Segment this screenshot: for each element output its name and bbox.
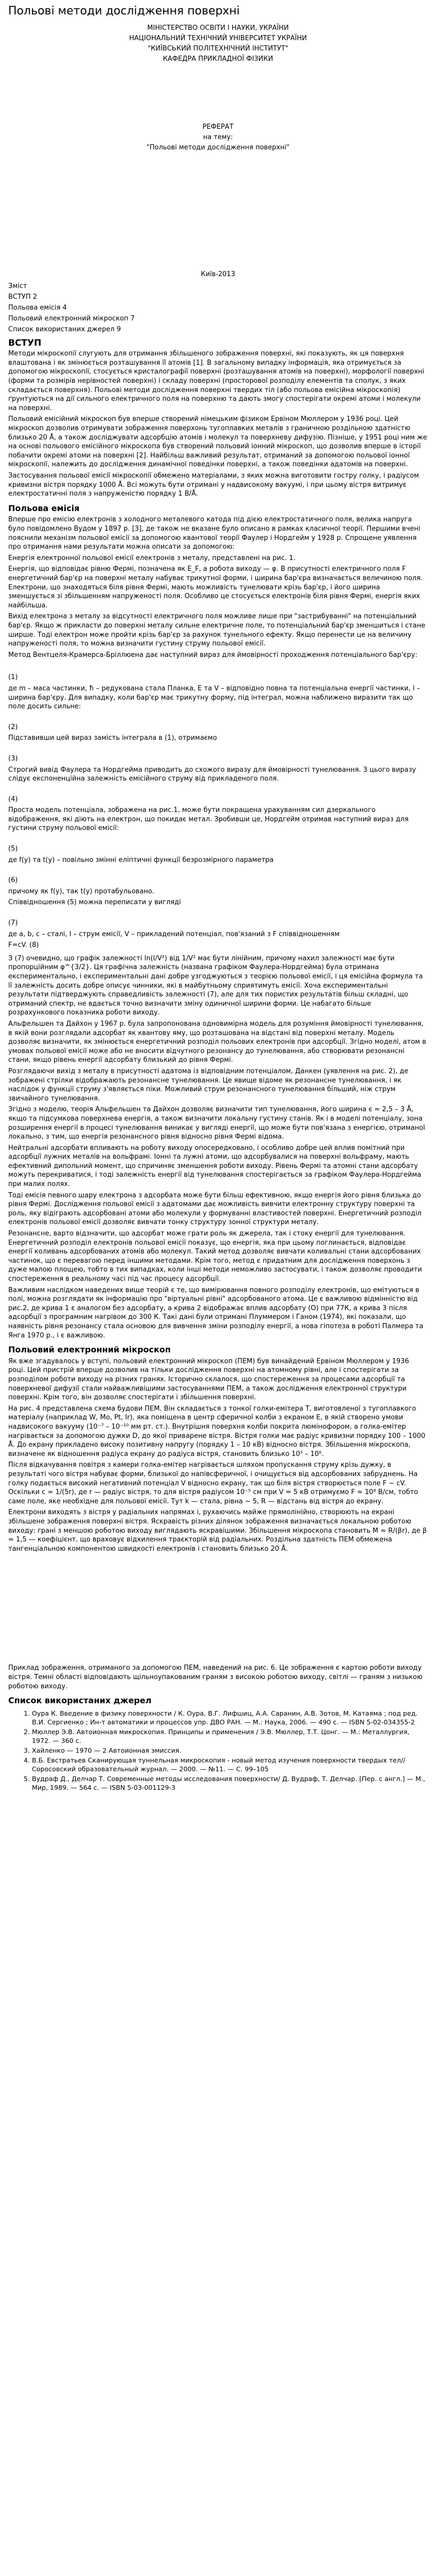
reference-item: 1. Оура К. Введение в физику поверхности / К. Оура, В.Г. Лифшиц, А.А. Саранин, А.В. Зотов, М. Катаяма ; под ред. В.И. Сергиенко ; Ин-т автоматики и процессов упр. ДВО РАН. — М.: Наука, 2006. — 490 с. — ISBN 5-02-034355-2 (32, 1709, 428, 1726)
topic-line: "Польові методи дослідження поверхні" (146, 144, 290, 152)
paragraph: Вперше про емісію електронів з холодного металевого катода під дією електростатичного поля, велика напруга було повідомлено Вудом у 1897 р. [3], де також не вказане було описано в рамках класичної теорії. Першими вчені пояснили механізм польової емісії за допомогою квантової теорії Фаулер і Нордгейм у 1928 р. Спрощене уявлення про отримання нами результати можна описати за допомогою: (8, 516, 421, 551)
paragraph: Вихід електрона з металу за відсутності електричного поля можливе лише при "застрибуванні" на потенціальний бар'єр. Якщо ж прикласти до поверхні металу сильне електричне поле, то потенціальний бар'єр зменшиться і стане ширше. Тоді електрон може пройти крізь бар'єр за рахунок тунельного ефекту. Якщо перенести це на величину напруженості поля, то можна визначити густину струму польової емісії. (8, 613, 426, 648)
paragraph: де f(y) та t(y) – повільно змінні еліптичні функції безрозмірного параметра (8, 856, 274, 864)
university-line: НАЦІОНАЛЬНИЙ ТЕХНІЧНИЙ УНІВЕРСИТЕТ УКРАЇНИ (129, 35, 307, 43)
equation-number: (2) (8, 723, 18, 731)
reference-item: 2. Мюллер Э.В. Автоионная микроскопия. Принципы и применения / Э.В. Мюллер, Т.Т. Цонг. — М.: Металлургия, 1972. — 360 с. (32, 1727, 428, 1745)
document-title: Польові методи дослідження поверхні (8, 5, 240, 18)
reference-item: 5. Вудраф Д., Делчар Т. Современные методы исследования поверхности/ Д. Вудраф, Т. Делчар. [Пер. с англ.] — М., Мир, 1989. — 564 с. — ISBN 5-03-001129-3 (32, 1774, 428, 1792)
field-emission-heading: Польова емісія (8, 503, 80, 513)
paragraph: Важливим наслідком наведених вище теорій є те, що вимірювання повного розподілу електронів, що емітуються в полі, можна розглядати як інформацію про "віртуальні рівні" адсорбованого атома. Це є важливою відмінністю від рис.2, де крива 1 є аналогом без адсорбату, а крива 2 відображає вплив адсорбату (О) при 77К, а крива 3 після адсорбції з програмним нагрівом до 300 К. Такі дані були отримані Плуммером і Ганом (1974), які показали, що наявність рівня резонансу стала основою для вивчення зміни розподілу енергії, а нова гіпотеза в роботі Палмера та Янга 1970 р., і є важливою. (8, 1286, 424, 1340)
title-page-block (8, 23, 428, 280)
fem-heading: Польовий електронний мікроскоп (8, 1345, 171, 1355)
paragraph: Метод Вентцеля-Крамерса-Бріллюена дає наступний вираз для ймовірності проходження потенціального бар'єру: (8, 651, 417, 659)
references-list (8, 1709, 428, 1792)
equation-block (8, 673, 428, 950)
intro-heading: ВСТУП (8, 338, 42, 349)
paragraph: Після відкачування повітря з камери голка-емітер нагрівається шляхом пропускання струму крізь дужку, в результаті чого вістря набуває форми, близької до напівсферичної, і очищується від адсорбованих забруднень. На голку подається високий негативний потенціал V відносно екрану, так що біля вістря створюється поле F ~ cV. Оскільки c ≈ 1/(5r), де r — радіус вістря, то для вістря радіусом 10⁻⁵ см при V = 5 кВ отримуємо F ≈ 10⁸ В/см, тобто саме поле, яке необхідне для польової емісії. Тут k — стала, рівна ~ 5, R — відстань від вістря до екрану. (8, 1461, 418, 1505)
city-year: Київ-2013 (201, 270, 235, 279)
references-heading: Список використаних джерел (8, 1696, 152, 1706)
on-topic-label: на тему: (203, 133, 233, 142)
equation-number: (5) (8, 845, 18, 853)
reference-item: 4. В.Б. Евстратьев Сканирующая туннельная микроскопия - новый метод изучения поверхности твердых тел// Соросовский образовательный журнал. — 2000. — №11. — С. 99–105 (32, 1756, 428, 1773)
toc-item[interactable]: Польова емісія 4 (8, 304, 67, 312)
paragraph: причому як f(y), так t(y) протабульовано. (8, 887, 154, 895)
equation-number: (6) (8, 876, 18, 885)
department-line: КАФЕДРА ПРИКЛАДНОЇ ФІЗИКИ (163, 55, 273, 63)
toc-heading: Зміст (8, 282, 27, 291)
toc-item[interactable]: Список використаних джерел 9 (8, 326, 121, 334)
paragraph: Тоді емісія певного шару електрона з адсорбата може бути більш ефективною, якщо енергія його рівня близька до рівня Фермі. Дослідження польової емісії з адатомами дає можливість вивчити електронну структуру поверхні та роль, яку відіграють адсорбовані атоми або молекули у формуванні властивостей поверхні. Енергетичний розподіл електронів польової емісії дозволяє вивчати тонку структуру зонної структури металу. (8, 1191, 422, 1227)
toc-item[interactable]: ВСТУП 2 (8, 293, 38, 301)
paragraph: Електрони виходять з вістря у радіальних напрямах і, рухаючись майже прямолінійно, створюють на екрані збільшене зображення поверхні вістря. Яскравість різних ділянок зображення визначається локальною роботою виходу: грані з меншою роботою виходу виглядають яскравішими. Збільшення мікроскопа становить M ≈ R/(βr), де β ≈ 1,5 — коефіцієнт, що враховує відхилення траєкторій від радіальних. Роздільна здатність ПЕМ обмежена тангенціальною компонентою швидкості електронів і становить близько 20 Å. (8, 1509, 427, 1553)
equation-number: (4) (8, 795, 18, 803)
paragraph: Нейтральні адсорбати впливають на роботу виходу опосередковано, і особливо добре цей вплив помітний при адсорбції лужних металів на вольфрамі. Іонні та лужні атоми, що адсорбувалися на поверхні вольфраму, мають ефективний дипольний момент, що спричиняє зменшення роботи виходу. Рівень Фермі та атомні стани адсорбату можуть перекриватися, і тоді залежність енергії від тунелювання спостерігається за графіком Фаулера-Нордгейма при малих полях. (8, 1144, 422, 1189)
paragraph: Методи мікроскопії слугують для отримання збільшеного зображення поверхні, які показують, як ця поверхня влаштована і як змінюється розташування її атомів [1]. В загальному випадку інформація, яка отримується за допомогою мікроскопії, стосується кристалографії поверхні (розташування атомів на поверхні), морфології поверхні (форми та розмірів нерівностей поверхні) і складу поверхні (просторової розподілу елементів та сполук, з яких складається поверхня). Польові методи дослідження поверхні твердих тіл (або польова емісійна мікроскопія) ґрунтуються на дії сильного електричного поля на поверхню та дають змогу спостерігати окремі атоми і молекули на поверхні. (8, 350, 425, 412)
equation-line: F=cV. (8) (8, 941, 39, 950)
paragraph: де a, b, c – сталі, I – струм емісії, V – прикладений потенціал, пов'язаний з F співвідношенням (8, 930, 340, 938)
paragraph: Розглядаючи вихід з металу в присутності адатома із відповідним потенціалом, Данкен (уявлення на рис. 2), де зображені стрілки відображають резонансне тунелювання. Це явище відоме як резонансне тунелювання, і як наслідок у функції струму з'являється піки. Можливий струм резонансного тунелювання більший, ніж струм звичайного тунелювання. (8, 1067, 409, 1103)
paragraph: де m – маса частинки, ħ – редукована стала Планка, E та V – відповідно повна та потенціальна енергії частинки, l – ширина бар'єру. Для випадку, коли бар'єр має трикутну форму, під інтеграл, можна наближено виразити так що поле досить сильне: (8, 684, 421, 711)
paragraph: Підставивши цей вираз замість інтеграла в (1), отримаємо (8, 734, 217, 742)
reference-item: 3. Хайленко — 1970 — 2 Автоионная эмиссия. (32, 1746, 428, 1755)
paragraph: Як вже згадувалось у вступі, польовий електронний мікроскоп (ПЕМ) був винайдений Ервіном Мюллером у 1936 році. Цей пристрій вперше дозволив на тільки дослідження поверхні на атомному рівні, але і спостерігати за розподілом роботи виходу на різних гранях. Історично склалося, що спостереження за процесами адсорбції та поверхневої дифузії стали найважливішими застосуваннями ПЕМ, а також дослідження електронної структури поверхні. Крім того, він дозволяє спостерігати і збільшення поверхні. (8, 1357, 409, 1402)
table-of-contents (8, 281, 428, 335)
equation-number: (1) (8, 673, 18, 682)
paragraph: Резонансне, варто відзначити, що адсорбат може грати роль як джерела, так і стоку енергії для тунелювання. Енергетичний розподіл електронів польової емісії показує, що енергія, яка при цьому поглинається, відповідає енергії коливань адсорбованих атомів або молекул. Такий метод дозволяє вивчати коливальні стани адсорбованих частинок, що є перевагою перед іншими методами. Крім того, метод є придатним для дослідження поверхонь з дуже малою площею, тобто в тих випадках, коли інші методи неможливо застосувати, і також дозволяє проводити спостереження в реальному часі під час процесу адсорбції. (8, 1230, 422, 1283)
ministry-line: МІНІСТЕРСТВО ОСВІТИ І НАУКИ, УКРАЇНИ (147, 24, 289, 32)
paragraph: Альфельшен та Дайхон у 1967 р. була запропонована одновимірна модель для розуміння ймовірності тунелювання, в якій вони розглядали адсорбат як квантову яму, що розташована на відстані від поверхні металу. Модель дозволяє визначити, як змінюється енергетичний розподіл польових електронів при адсорбції. Згідно моделі, атом в умовах польової емісії може або не вносити відчутного резонансу до тунелювання, або створювати резонансні стани, якщо рівень енергії адсорбату близький до рівня Фермі. (8, 1020, 426, 1064)
work-type: РЕФЕРАТ (202, 123, 234, 131)
equation-number: (7) (8, 919, 18, 927)
paragraph: Приклад зображення, отриманого за допомогою ПЕМ, наведений на рис. 6. Це зображення є картою роботи виходу вістря. Темні області відповідають щільноупакованим граням з високою роботою виходу, світлі — граням з низькою роботою виходу. (8, 1664, 423, 1690)
paragraph: Енергія, що відповідає рівню Фермі, позначена як E_F, а робота виходу — φ. В присутності електричного поля F енергетичний бар'єр на поверхні металу набуває трикутної форми, і ширина бар'єра визначається величиною поля. Електрони, що знаходяться біля рівня Фермі, мають можливість тунелювати крізь бар'єр, і його ширина зменшується зі збільшенням напруженості поля. Особливо це стосується електронів біля рівня Фермі, енергія яких найбільша. (8, 565, 423, 609)
paragraph: Проста модель потенціала, зображена на рис.1, може бути покращена урахуванням сил дзеркального відображення, які діють на електрон, що покидає метал. Зробивши це, Нордгейм отримав наступний вираз для густини струму польової емісії: (8, 806, 409, 833)
paragraph: Польовий емісійний мікроскоп був вперше створений німецьким фізиком Ервіном Мюллером у 1936 році. Цей мікроскоп дозволив отримувати зображення поверхонь тугоплавких металів з граничною роздільною здатністю близько 20 Å, а також досліджувати адсорбцію атомів і молекул та поверхневу дифузію. Пізніше, у 1951 році ним же на основі польового емісійного мікроскопа був створений польовий іонний мікроскоп, що дозволив вперше в історії побачити окремі атоми на поверхні [2]. Найбільш важливий результат, отриманий за допомогою польової іонної мікроскопії, належить до дослідження динамічної поведінки поверхні, а також поведінки адатомів на поверхні. (8, 415, 427, 469)
paragraph: З (7) очевидно, що графік залежності ln(I/V²) від 1/V² має бути лінійним, причому нахил залежності має бути пропорційним φ^{3/2}. Ця графічна залежність (названа графіком Фаулера-Нордгейма) була отримана експериментально, і експериментальні дані добре узгоджуються з теорією польової емісії, і ця емісійна формула та її залежність досить добре описує чинники, які в майбутньому сприятимуть емісії. Хоча експериментальні результати підтверджують справедливість залежності (7), але для тих пористих результатів більш складні, що отриманий спектр, не вдається точно визначити зміну одиничної ширини форми. Це набагато більше розрахункового показника роботи виходу. (8, 954, 423, 1017)
paragraph: Строгий вивід Фаулера та Нордгейма приводить до схожого виразу для ймовірності тунелювання. З цього виразу слідує експоненційна залежність емісійного струму від прикладеного поля. (8, 766, 416, 783)
paragraph: Енергія електронної польової емісії електронів з металу, представлені на рис. 1. (8, 554, 295, 562)
paragraph: Згідно з моделю, теорія Альфельшен та Дайхон дозволяє визначити тип тунелювання, його ширина є ≈ 2,5 – 3 Å, якщо та підсумкова поверхнева енергія, а також визначити локальну густину станів. Як і в моделі потенціалу, зона розширення енергії в процесі тунелювання виникає у вигляді енергії, що може бути пов'язана з енергією, отриманої локально, з тим, що енергія резонансного рівня відносно рівня Фермі відома. (8, 1106, 425, 1141)
paragraph: На рис. 4 представлена схема будови ПЕМ. Він складається з тонкої голки-емітера T, виготовленої з тугоплавкого матеріалу (наприклад W, Mo, Pt, Ir), яка поміщена в центр сферичної колби з екраном E, в якій створено умови надвисокого вакууму (10⁻⁷ – 10⁻¹⁰ мм рт. ст.). Внутрішня поверхня колби покрита люмінофором, а голка-емітер нагрівається за допомогою дужки D, до якої приварене вістря. Вістря голки має радіус кривизни порядку 100 – 1000 Å. До екрану прикладено високу позитивну напругу (порядку 1 – 10 кВ) відносно вістря. Збільшення мікроскопа, визначене як відношення радіуса екрану до радіуса вістря, становить близько 10⁵ – 10⁶. (8, 1404, 426, 1458)
institute-line: "КИЇВСЬКИЙ ПОЛІТЕХНІЧНИЙ ІНСТИТУТ" (147, 45, 289, 53)
equation-number: (3) (8, 754, 18, 762)
toc-item[interactable]: Польовий електронний мікроскоп 7 (8, 315, 135, 323)
paragraph: Співвідношення (5) можна переписати у вигляді (8, 899, 181, 907)
paragraph: Застосування польової емісії мікроскопії обмежено матеріалами, з яких можна виготовити гостру голку, і радіусом кривизни вістря порядку 1000 Å. Всі можуть бути отримані у надвисокому вакуумі, і при цьому вістря витримує електростатичні поля з напруженістю порядку 1 В/Å. (8, 471, 419, 498)
